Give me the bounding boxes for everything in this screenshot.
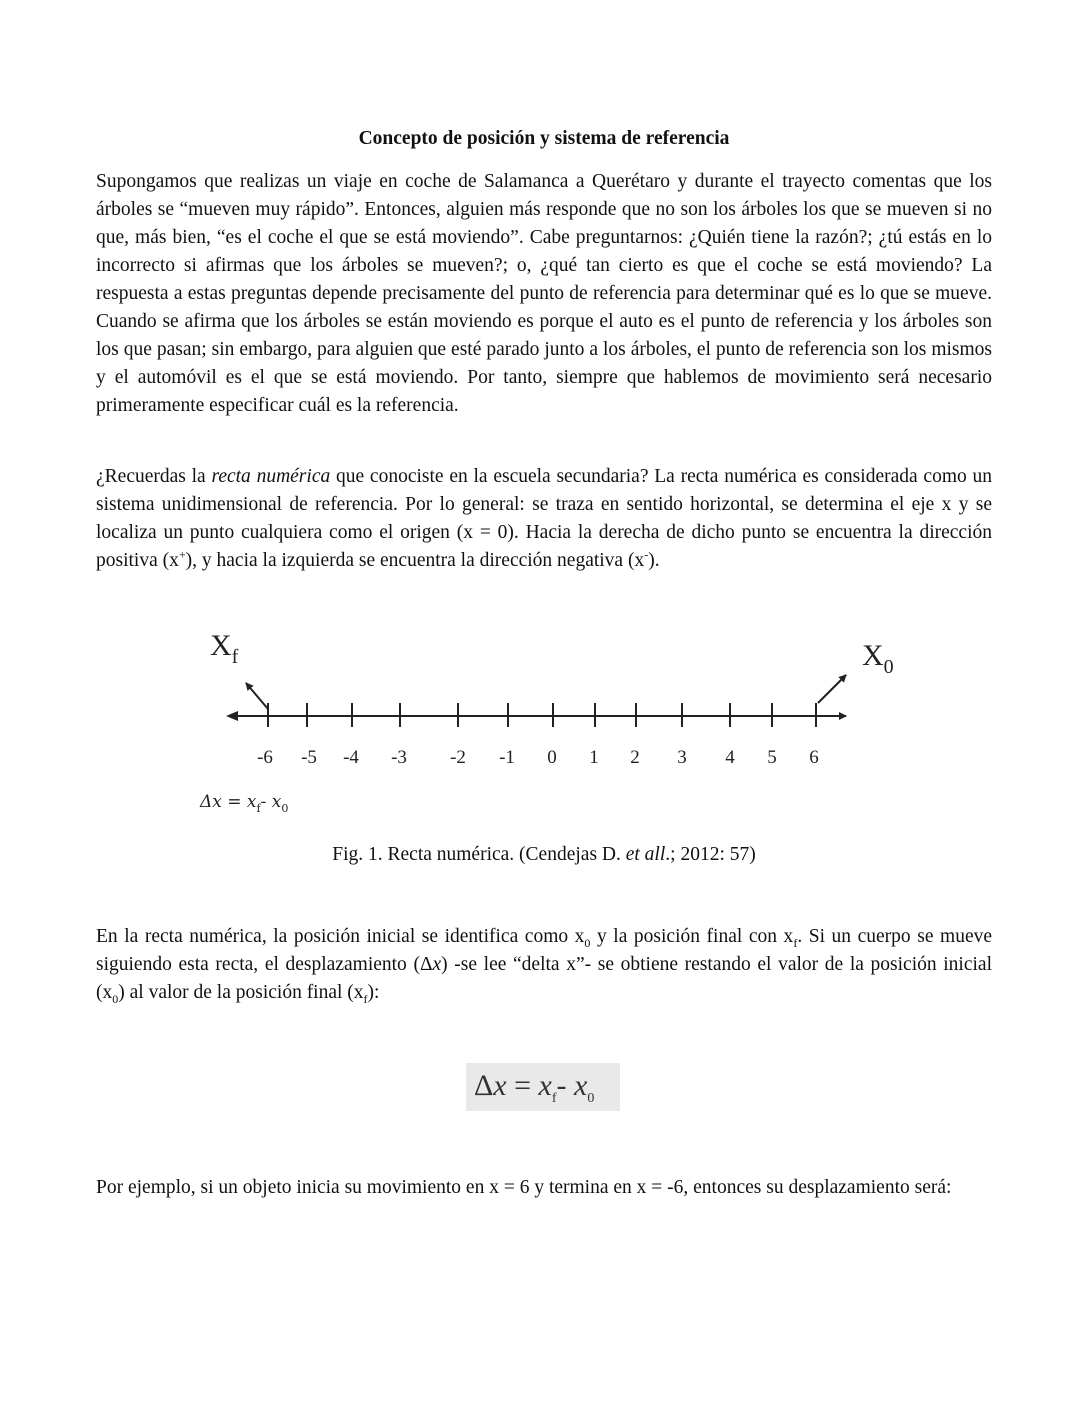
x0-arrow xyxy=(818,675,846,703)
x0-label: $X_0$ xyxy=(862,639,894,678)
tick-label: 2 xyxy=(630,747,640,768)
paragraph-example: Por ejemplo, si un objeto inicia su movimiento en x = 6 y termina en x = -6, entonces su desplazamiento será: xyxy=(96,1177,952,1198)
p3-sub-fb: f xyxy=(363,991,368,1006)
tick-label: 6 xyxy=(809,747,819,768)
tick-label: 5 xyxy=(767,747,777,768)
formula-x0-sub: 0 xyxy=(587,1091,595,1106)
p2-text-c: ), y hacia la izquierda se encuentra la dirección negativa (x xyxy=(185,550,645,571)
axis-arrow-left xyxy=(226,711,238,721)
figure-formula: $\Delta x = x_f-$ $x_0$ xyxy=(200,792,289,815)
tick-label: 3 xyxy=(677,747,687,768)
formula-x0: x xyxy=(574,1069,588,1102)
p2-text-b: que conociste en la escuela secundaria? La recta numérica es considerada como un sistema unidimensional de referencia. Por lo general: se traza en sentido horizontal, se determina el eje x y se localiza un punto cualquiera como el origen (x = 0). Hacia la derecha de dicho punto se encuentra la dirección positiva (x xyxy=(96,466,992,571)
p3-e: ) al valor de la posición final (x xyxy=(118,982,364,1003)
p2-sup-minus: - xyxy=(644,547,649,562)
tick-label: -3 xyxy=(391,747,407,768)
tick-label: 1 xyxy=(589,747,599,768)
formula-minus: - xyxy=(556,1069,575,1102)
p2-emphasis: recta numérica xyxy=(211,466,331,487)
p2-text-d: ). xyxy=(648,550,660,571)
p3-d: ) -se lee “delta x”- se obtiene restando el valor de la posición inicial (x xyxy=(96,954,992,1003)
paragraph-recta-numerica xyxy=(96,463,992,575)
tick-label: -1 xyxy=(499,747,515,768)
p3-sub-0: 0 xyxy=(584,935,591,950)
number-line-svg xyxy=(190,625,900,825)
paragraph-intro: Supongamos que realizas un viaje en coche de Salamanca a Querétaro y durante el trayecto comentas que los árboles se “mueven muy rápido”. Entonces, alguien más responde que no son los árboles los que se mueven si no que, más bien, “es el coche el que se está moviendo”. Cabe preguntarnos: ¿Quién tiene la razón?; ¿tú estás en lo incorrecto si afirmas que los árboles se mueven?; o, ¿qué tan cierto es que el coche se está moviendo? La respuesta a estas preguntas depende precisamente del punto de referencia para determinar qué es lo que se mueve. Cuando se afirma que los árboles se están moviendo es porque el auto es el punto de referencia y los árboles son los que pasan; sin embargo, para alguien que esté parado junto a los árboles, el punto de referencia son los mismos y el automóvil es el que se está moviendo. Por tanto, siempre que hablemos de movimiento será necesario primeramente especificar cuál es la referencia. xyxy=(96,171,992,416)
xf-arrow xyxy=(246,683,268,709)
tick-label: -5 xyxy=(301,747,317,768)
tick-label: 0 xyxy=(547,747,557,768)
displacement-formula-image xyxy=(466,1063,620,1111)
caption-a: Fig. 1. Recta numérica. (Cendejas D. xyxy=(332,844,626,865)
formula-delta: Δ xyxy=(474,1069,494,1102)
p3-sub-0b: 0 xyxy=(112,991,119,1006)
xf-label: $X_f$ xyxy=(210,629,239,668)
p2-text-a: ¿Recuerdas la xyxy=(96,466,212,487)
tick-label: -4 xyxy=(343,747,359,768)
p3-f: ): xyxy=(367,982,380,1003)
number-line-figure xyxy=(190,625,900,825)
formula-x: x xyxy=(493,1069,507,1102)
caption-b: .; 2012: 57) xyxy=(665,844,756,865)
page-title: Concepto de posición y sistema de referencia xyxy=(358,128,730,149)
tick-label: -6 xyxy=(257,747,273,768)
p3-c: . Si un cuerpo se mueve siguiendo esta recta, el desplazamiento (Δ xyxy=(96,926,993,975)
figure-caption xyxy=(0,844,1088,866)
tick-group xyxy=(257,703,819,768)
formula-eq: = xyxy=(506,1069,539,1102)
p3-b: y la posición final con x xyxy=(590,926,794,947)
formula-xf: x xyxy=(538,1069,552,1102)
formula-text xyxy=(474,1069,595,1106)
tick-label: -2 xyxy=(450,747,466,768)
tick-label: 4 xyxy=(725,747,735,768)
p2-sup-plus: + xyxy=(178,547,186,562)
p3-a: En la recta numérica, la posición inicial se identifica como x xyxy=(96,926,585,947)
formula-xf-sub: f xyxy=(551,1091,557,1106)
paragraph-displacement xyxy=(96,923,992,1007)
caption-em: et all xyxy=(625,844,666,865)
p3-sub-f: f xyxy=(793,935,798,950)
p3-x: x xyxy=(432,954,442,975)
